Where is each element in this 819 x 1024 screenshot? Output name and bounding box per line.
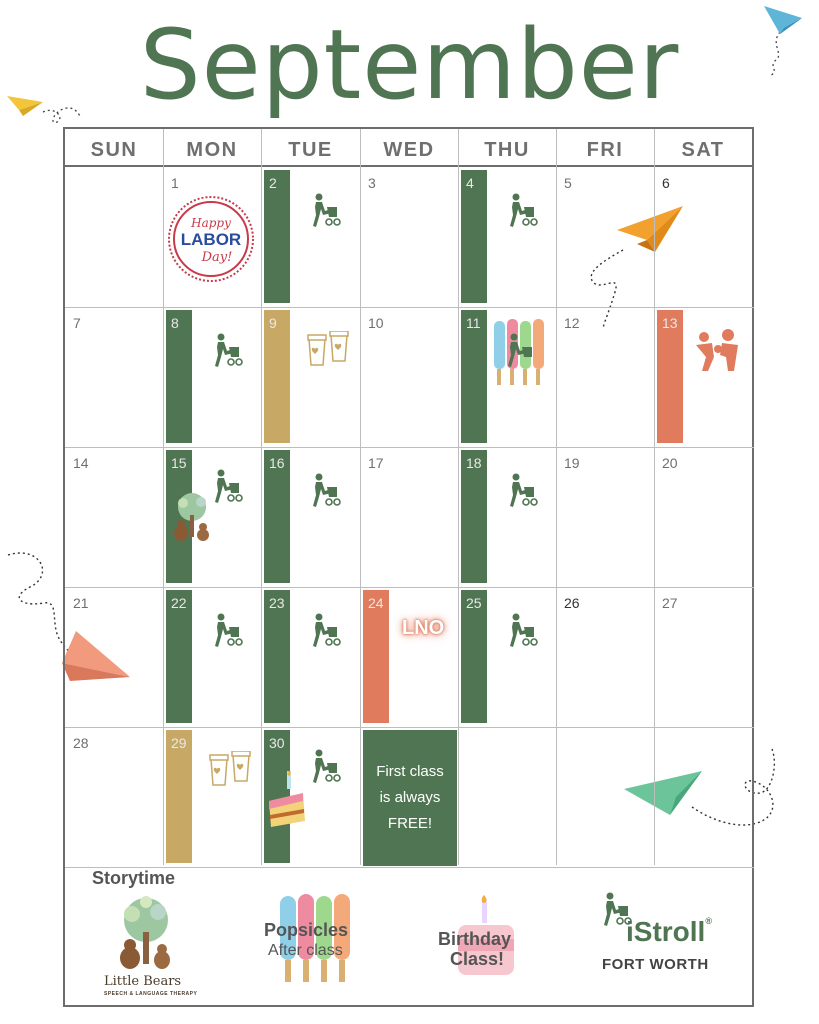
day-number: 11 <box>466 315 481 331</box>
little-bears-logo-subtext: SPEECH & LANGUAGE THERAPY <box>104 991 198 997</box>
happy-labor-day-badge-icon <box>167 195 255 287</box>
class-label: Class! <box>450 949 505 969</box>
calendar-day-cell[interactable] <box>360 307 458 447</box>
fort-worth-label: FORT WORTH <box>602 956 709 973</box>
legend-birthday <box>432 895 542 990</box>
calendar-day-cell[interactable] <box>65 167 163 307</box>
day-number: 1 <box>171 175 179 191</box>
weekday-header-wed: WED <box>383 139 435 161</box>
calendar-day-cell[interactable] <box>163 167 261 307</box>
coffee-cups-icon <box>207 751 255 791</box>
day-number: 13 <box>662 315 678 331</box>
day-number: 9 <box>269 315 277 331</box>
calendar-day-cell[interactable] <box>261 447 360 587</box>
day-number: 8 <box>171 315 179 331</box>
calendar-day-cell[interactable] <box>65 587 163 727</box>
svg-text:Happy: Happy <box>191 216 231 230</box>
month-title: September <box>139 9 680 121</box>
calendar-day-cell[interactable] <box>556 167 654 307</box>
weekday-header-fri: FRI <box>586 139 624 161</box>
calendar-day-cell[interactable] <box>556 587 654 727</box>
day-number: 24 <box>368 595 384 611</box>
registered-mark: ® <box>705 916 712 926</box>
birthday-label: Birthday <box>438 929 512 949</box>
calendar-day-cell[interactable] <box>360 167 458 307</box>
popsicles-stroller-icon <box>492 319 550 391</box>
day-number: 15 <box>171 455 187 471</box>
weekday-header-sun: SUN <box>90 139 138 161</box>
istroll-name-text: iStroll <box>626 916 706 947</box>
calendar-day-cell[interactable] <box>654 587 752 727</box>
calendar-day-cell[interactable] <box>654 727 752 867</box>
day-number: 12 <box>564 315 580 331</box>
paper-plane-icon <box>740 4 810 79</box>
calendar-day-cell[interactable] <box>458 727 556 867</box>
day-number: 18 <box>466 455 482 471</box>
first-class-free-note: First class is always FREE! <box>363 730 457 866</box>
svg-text:Day!: Day! <box>201 250 233 265</box>
popsicles-label: Popsicles <box>264 920 349 940</box>
day-number: 5 <box>564 175 572 191</box>
stroller-walker-icon <box>311 473 341 511</box>
day-number: 22 <box>171 595 187 611</box>
calendar-day-cell[interactable] <box>556 447 654 587</box>
day-number: 2 <box>269 175 277 191</box>
calendar-day-cell[interactable] <box>261 587 360 727</box>
calendar-day-cell[interactable] <box>360 727 458 867</box>
calendar-day-cell[interactable] <box>458 587 556 727</box>
coffee-cups-icon <box>305 331 353 371</box>
day-number: 3 <box>368 175 376 191</box>
stroller-walker-icon <box>213 613 243 651</box>
day-number: 6 <box>662 175 670 191</box>
day-number: 17 <box>368 455 384 471</box>
day-number: 28 <box>73 735 89 751</box>
event-color-bar <box>166 310 192 443</box>
day-number: 21 <box>73 595 89 611</box>
day-number: 4 <box>466 175 474 191</box>
stroller-walker-icon <box>508 193 538 231</box>
calendar-day-cell[interactable] <box>556 307 654 447</box>
calendar-day-cell[interactable] <box>458 307 556 447</box>
day-number: 14 <box>73 455 89 471</box>
calendar-day-cell[interactable] <box>261 307 360 447</box>
calendar-day-cell[interactable] <box>556 727 654 867</box>
svg-text:LABOR: LABOR <box>180 230 242 249</box>
calendar-day-cell[interactable] <box>360 587 458 727</box>
calendar-day-cell[interactable] <box>65 447 163 587</box>
day-number: 16 <box>269 455 285 471</box>
weekday-header-thu: THU <box>484 139 530 161</box>
event-color-bar <box>264 170 290 303</box>
day-number: 30 <box>269 735 285 751</box>
little-bears-logo-text: Little Bears <box>104 974 182 989</box>
day-number: 29 <box>171 735 187 751</box>
calendar-day-cell[interactable] <box>360 447 458 587</box>
istroll-logo <box>598 890 738 980</box>
calendar-day-cell[interactable] <box>163 447 261 587</box>
legend-storytime <box>90 866 240 1006</box>
calendar-day-cell[interactable] <box>261 727 360 867</box>
stroller-walker-icon <box>508 613 538 651</box>
weekday-header-sat: SAT <box>681 139 725 161</box>
after-class-label: After class <box>268 942 343 959</box>
stroller-walker-icon <box>213 333 243 371</box>
day-number: 19 <box>564 455 580 471</box>
weekday-header-mon: MON <box>186 139 238 161</box>
storytime-title: Storytime <box>92 868 176 888</box>
calendar-day-cell[interactable] <box>163 727 261 867</box>
day-number: 20 <box>662 455 678 471</box>
calendar-day-cell[interactable] <box>261 167 360 307</box>
day-number: 7 <box>73 315 81 331</box>
stroller-walker-icon <box>508 473 538 511</box>
event-color-bar <box>264 310 290 443</box>
stroller-walker-icon <box>311 613 341 651</box>
calendar-day-cell[interactable] <box>654 447 752 587</box>
day-number: 26 <box>564 595 580 611</box>
lno-label: LNO <box>402 617 445 639</box>
family-group-icon <box>694 327 740 375</box>
calendar-day-cell[interactable] <box>458 447 556 587</box>
calendar-day-cell[interactable] <box>65 727 163 867</box>
calendar-day-cell[interactable] <box>654 307 752 447</box>
stroller-walker-icon <box>311 193 341 231</box>
day-number: 25 <box>466 595 482 611</box>
istroll-brand-name <box>626 916 712 948</box>
little-bears-tree-icon <box>106 892 186 972</box>
calendar-day-cell[interactable] <box>65 307 163 447</box>
legend-popsicles <box>262 892 372 992</box>
calendar-day-cell[interactable] <box>654 167 752 307</box>
calendar-day-cell[interactable] <box>163 587 261 727</box>
weekday-header-tue: TUE <box>288 139 333 161</box>
calendar-day-cell[interactable] <box>458 167 556 307</box>
day-number: 10 <box>368 315 384 331</box>
calendar-day-cell[interactable] <box>163 307 261 447</box>
event-color-bar <box>461 170 487 303</box>
day-number: 27 <box>662 595 678 611</box>
day-number: 23 <box>269 595 285 611</box>
